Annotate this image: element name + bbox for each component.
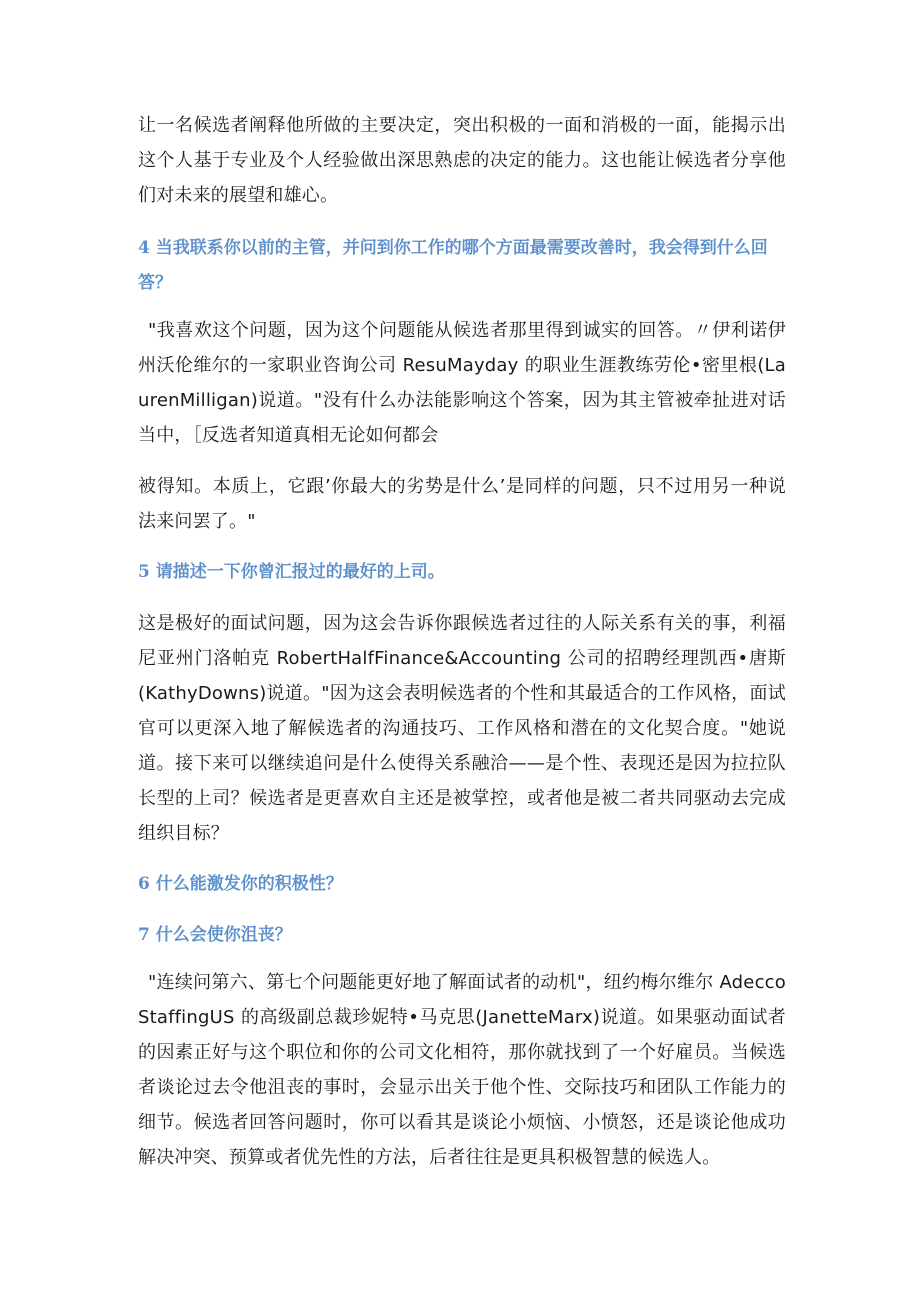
heading-question-6: 6 什么能激发你的积极性？: [138, 874, 343, 894]
heading-question-7: 7 什么会使你沮丧？: [138, 925, 292, 945]
paragraph-quote-milligan-continued: 被得知。本质上，它跟’你最大的劣势是什么’是同样的问题，只不过用另一种说法来问罢了。": [138, 476, 786, 532]
paragraph-quote-milligan: "我喜欢这个问题，因为这个问题能从候选者那里得到诚实的回答。〃伊利诺伊州沃伦维尔的一家职业咨询公司 ResuMayday 的职业生涯教练劳伦•密里根(LaurenMilligan)说道。"没有什么办法能影响这个答案，因为其主管被牵扯进对话当中，［反选者知道真相无论如何都会: [138, 320, 786, 446]
heading-question-4: 4 当我联系你以前的主管，并问到你工作的哪个方面最需要改善时，我会得到什么回答？: [138, 238, 768, 293]
paragraph-intro: 让一名候选者阐释他所做的主要决定，突出积极的一面和消极的一面，能揭示出这个人基于专业及个人经验做出深思熟虑的决定的能力。这也能让候选者分享他们对未来的展望和雄心。: [138, 115, 786, 206]
paragraph-downs: 这是极好的面试问题，因为这会告诉你跟候选者过往的人际关系有关的事，利福尼亚州门洛帕克 RobertHalfFinance&Accounting 公司的招聘经理凯西•唐斯(KathyDowns)说道。"因为这会表明候选者的个性和其最适合的工作风格，面试官可以更深入地了解候选者的沟通技巧、工作风格和潜在的文化契合度。"她说道。接下来可以继续追问是什么使得关系融洽——是个性、表现还是因为拉拉队长型的上司？候选者是更喜欢自主还是被掌控，或者他是被二者共同驱动去完成组织目标？: [138, 613, 786, 844]
heading-question-5: 5 请描述一下你曾汇报过的最好的上司。: [138, 562, 445, 582]
paragraph-marx: "连续问第六、第七个问题能更好地了解面试者的动机"，纽约梅尔维尔 AdeccoStaffingUS 的高级副总裁珍妮特•马克思(JanetteMarx)说道。如果驱动面试者的因素正好与这个职位和你的公司文化相符，那你就找到了一个好雇员。当候选者谈论过去令他沮丧的事时，会显示出关于他个性、交际技巧和团队工作能力的细节。候选者回答问题时，你可以看其是谈论小烦恼、小愤怒，还是谈论他成功解决冲突、预算或者优先性的方法，后者往往是更具积极智慧的候选人。: [138, 972, 786, 1168]
document-page: [138, 108, 786, 1175]
